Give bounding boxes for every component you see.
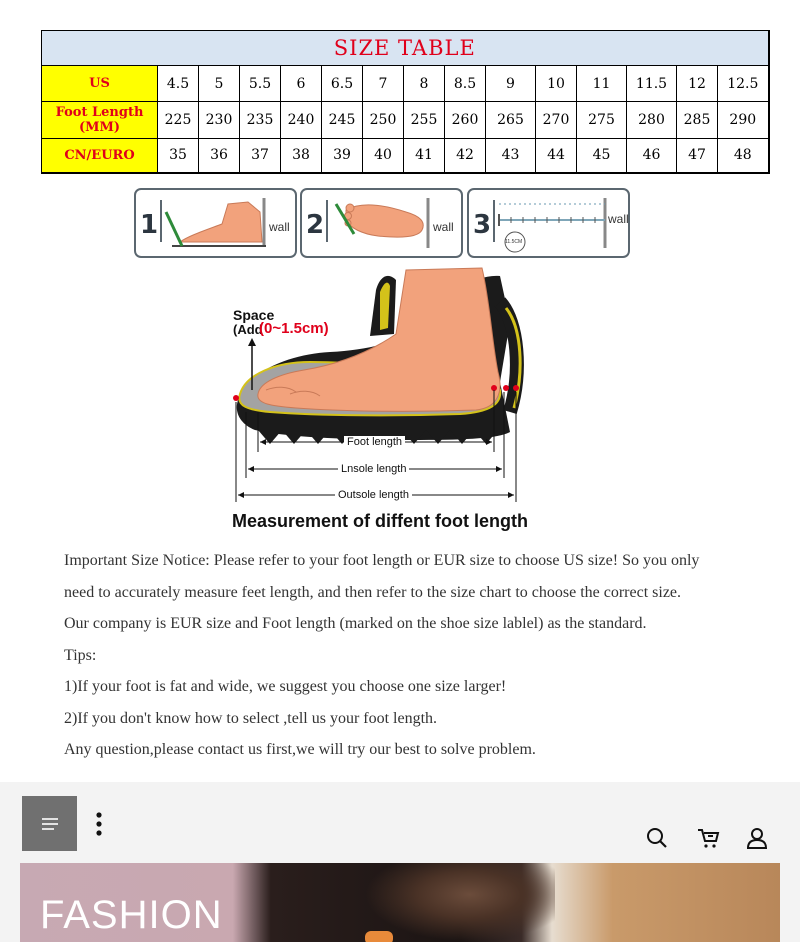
notice-line: 1)If your foot is fat and wide, we suggest you choose one size larger! bbox=[64, 678, 507, 695]
euro-size-cell: 44 bbox=[536, 139, 577, 173]
us-size-cell: 9 bbox=[486, 66, 536, 102]
kebab-menu-icon[interactable] bbox=[92, 812, 106, 838]
notice-line: 2)If you don't know how to select ,tell us your foot length. bbox=[64, 709, 438, 727]
banner-model-image bbox=[365, 863, 555, 942]
measure-step-2 bbox=[300, 188, 463, 258]
us-size-cell: 11.5 bbox=[627, 66, 677, 102]
cart-icon[interactable] bbox=[696, 826, 720, 850]
euro-size-cell: 43 bbox=[486, 139, 536, 173]
ruler-label: 11.5CM bbox=[505, 239, 523, 245]
notice-line: Important Size Notice: Please refer to your foot length or EUR size to choose US size! So you only bbox=[64, 552, 700, 569]
notice-line: Any question,please contact us first,we will try our best to solve problem. bbox=[64, 741, 536, 758]
euro-size-cell: 38 bbox=[281, 139, 322, 173]
foot-length-label: Foot length bbox=[344, 436, 405, 448]
euro-size-cell: 48 bbox=[718, 139, 769, 173]
user-icon[interactable] bbox=[745, 826, 769, 850]
foot-length-cell: 240 bbox=[281, 102, 322, 139]
foot-length-cell: 260 bbox=[445, 102, 486, 139]
space-label: Space bbox=[233, 307, 275, 323]
diagram-caption: Measurement of diffent foot length bbox=[232, 511, 528, 531]
fashion-banner[interactable] bbox=[20, 863, 780, 942]
outsole-length-label: Outsole length bbox=[335, 489, 412, 501]
banner-title: FASHION bbox=[40, 893, 223, 937]
row-header-us: US bbox=[42, 66, 158, 102]
size-table-title: SIZE TABLE bbox=[42, 31, 769, 66]
measure-step-3 bbox=[467, 188, 630, 258]
size-row-cn-euro bbox=[42, 139, 769, 173]
wall-label: wall bbox=[269, 220, 290, 234]
notice-line: need to accurately measure feet length, and then refer to the size chart to choose the correct size. bbox=[64, 583, 682, 601]
euro-size-cell: 42 bbox=[445, 139, 486, 173]
measure-step-1 bbox=[134, 188, 297, 258]
foot-length-cell: 230 bbox=[199, 102, 240, 139]
foot-length-cell: 285 bbox=[677, 102, 718, 139]
size-row-foot-length bbox=[42, 102, 769, 139]
size-table bbox=[41, 30, 770, 174]
hamburger-menu-icon bbox=[41, 817, 59, 831]
us-size-cell: 6 bbox=[281, 66, 322, 102]
size-row-us bbox=[42, 66, 769, 102]
euro-size-cell: 37 bbox=[240, 139, 281, 173]
us-size-cell: 5.5 bbox=[240, 66, 281, 102]
foot-length-cell: 280 bbox=[627, 102, 677, 139]
search-icon[interactable] bbox=[645, 826, 669, 850]
euro-size-cell: 45 bbox=[577, 139, 627, 173]
foot-length-cell: 290 bbox=[718, 102, 769, 139]
row-header-cn-euro: CN/EURO bbox=[42, 139, 158, 173]
euro-size-cell: 39 bbox=[322, 139, 363, 173]
euro-size-cell: 40 bbox=[363, 139, 404, 173]
euro-size-cell: 41 bbox=[404, 139, 445, 173]
us-size-cell: 12 bbox=[677, 66, 718, 102]
us-size-cell: 4.5 bbox=[158, 66, 199, 102]
foot-length-cell: 265 bbox=[486, 102, 536, 139]
wall-label: wall bbox=[608, 212, 629, 226]
space-add-label: (Add bbox=[233, 322, 263, 337]
size-notice bbox=[64, 545, 764, 766]
us-size-cell: 5 bbox=[199, 66, 240, 102]
foot-length-cell: 250 bbox=[363, 102, 404, 139]
euro-size-cell: 47 bbox=[677, 139, 718, 173]
foot-length-cell: 270 bbox=[536, 102, 577, 139]
space-range-label: (0~1.5cm) bbox=[259, 320, 329, 337]
menu-button[interactable] bbox=[22, 796, 77, 851]
step-number: 3 bbox=[473, 210, 492, 240]
step-number: 1 bbox=[140, 210, 159, 240]
step-number: 2 bbox=[306, 210, 325, 240]
us-size-cell: 12.5 bbox=[718, 66, 769, 102]
euro-size-cell: 46 bbox=[627, 139, 677, 173]
banner-accent bbox=[365, 931, 393, 942]
us-size-cell: 6.5 bbox=[322, 66, 363, 102]
euro-size-cell: 36 bbox=[199, 139, 240, 173]
us-size-cell: 8.5 bbox=[445, 66, 486, 102]
wall-label: wall bbox=[433, 220, 454, 234]
foot-length-cell: 235 bbox=[240, 102, 281, 139]
notice-line: Tips: bbox=[64, 646, 97, 664]
us-size-cell: 7 bbox=[363, 66, 404, 102]
euro-size-cell: 35 bbox=[158, 139, 199, 173]
us-size-cell: 10 bbox=[536, 66, 577, 102]
us-size-cell: 11 bbox=[577, 66, 627, 102]
ruler-icon bbox=[469, 190, 628, 256]
foot-length-cell: 245 bbox=[322, 102, 363, 139]
notice-line: Our company is EUR size and Foot length (marked on the shoe size lablel) as the standard. bbox=[64, 615, 647, 632]
foot-length-cell: 275 bbox=[577, 102, 627, 139]
insole-length-label: Lnsole length bbox=[338, 463, 409, 475]
us-size-cell: 8 bbox=[404, 66, 445, 102]
foot-length-cell: 255 bbox=[404, 102, 445, 139]
row-header-foot-length: Foot Length (MM) bbox=[42, 102, 158, 139]
foot-length-cell: 225 bbox=[158, 102, 199, 139]
